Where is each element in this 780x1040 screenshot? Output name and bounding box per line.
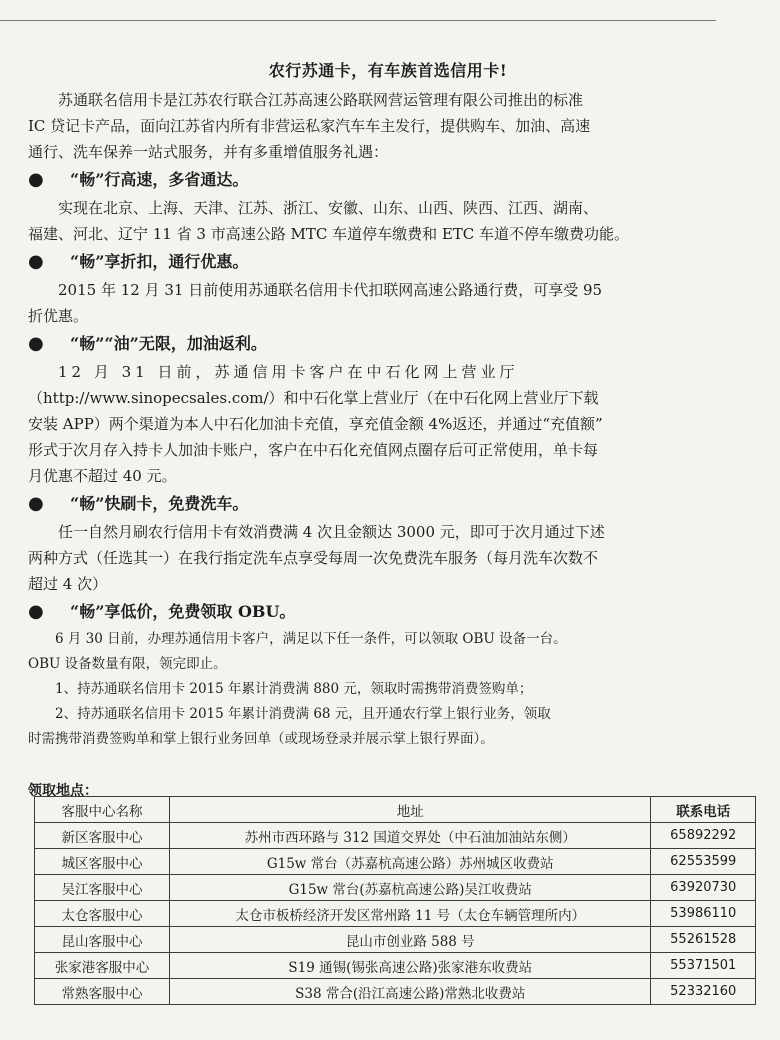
center-name: 新区客服中心: [35, 823, 170, 849]
center-phone: 55261528: [651, 927, 756, 953]
table-row: [35, 823, 756, 849]
section-heading: ● “畅”快刷卡，免费洗车。: [28, 489, 728, 519]
section-line: 12 月 31 日前，苏通信用卡客户在中石化网上营业厅: [58, 363, 519, 381]
section-line: 1、持苏通联名信用卡 2015 年累计消费满 880 元，领取时需携带消费签购单；: [55, 681, 533, 697]
section-heading: ● “畅”“油”无限，加油返利。: [28, 329, 728, 359]
center-address: 太仓市板桥经济开发区常州路 11 号（太仓车辆管理所内）: [170, 901, 651, 927]
section-line: 月优惠不超过 40 元。: [28, 467, 177, 485]
header-phone: 联系电话: [651, 797, 756, 823]
intro-line: 苏通联名信用卡是江苏农行联合江苏高速公路联网营运管理有限公司推出的标准: [58, 91, 584, 109]
section-heading: ● “畅”享低价，免费领取 OBU。: [28, 597, 728, 627]
center-phone: 52332160: [651, 979, 756, 1005]
table-row: [35, 953, 756, 979]
center-address: S19 通锡(锡张高速公路)张家港东收费站: [170, 953, 651, 979]
document-title: 农行苏通卡，有车族首选信用卡!: [268, 61, 508, 80]
section-line: 2015 年 12 月 31 日前使用苏通联名信用卡代扣联网高速公路通行费，可享受 95: [58, 281, 603, 299]
center-phone: 65892292: [651, 823, 756, 849]
bullet-icon: ●: [28, 493, 44, 514]
center-address: G15w 常台(苏嘉杭高速公路)吴江收费站: [170, 875, 651, 901]
document-page: [28, 58, 728, 808]
table-header-row: [35, 797, 756, 823]
service-centers-table: [34, 796, 756, 1005]
locations-title: 领取地点：: [28, 783, 98, 799]
bullet-icon: ●: [28, 251, 44, 272]
top-rule: [0, 20, 716, 21]
bullet-icon: ●: [28, 333, 44, 354]
center-address: G15w 常台（苏嘉杭高速公路）苏州城区收费站: [170, 849, 651, 875]
table-row: [35, 849, 756, 875]
table-row: [35, 875, 756, 901]
section-line: 福建、河北、辽宁 11 省 3 市高速公路 MTC 车道停车缴费和 ETC 车道不停车缴费功能。: [28, 225, 630, 243]
section-line: （http://www.sinopecsales.com/）和中石化掌上营业厅（在中石化网上营业厅下载: [28, 389, 599, 407]
section-line: 安装 APP）两个渠道为本人中石化加油卡充值，享充值金额 4%返还，并通过“充值额”: [28, 415, 603, 433]
center-phone: 63920730: [651, 875, 756, 901]
section-line: 任一自然月刷农行信用卡有效消费满 4 次且金额达 3000 元，即可于次月通过下述: [58, 523, 605, 541]
section-line: 实现在北京、上海、天津、江苏、浙江、安徽、山东、山西、陕西、江西、湖南、: [58, 199, 599, 217]
table-row: [35, 979, 756, 1005]
center-phone: 55371501: [651, 953, 756, 979]
center-name: 城区客服中心: [35, 849, 170, 875]
center-address: 苏州市西环路与 312 国道交界处（中石油加油站东侧）: [170, 823, 651, 849]
section-line: 两种方式（任选其一）在我行指定洗车点享受每周一次免费洗车服务（每月洗车次数不: [28, 549, 599, 567]
header-name: 客服中心名称: [35, 797, 170, 823]
section-line: 6 月 30 日前，办理苏通信用卡客户，满足以下任一条件，可以领取 OBU 设备一台。: [55, 631, 567, 647]
section-line: 2、持苏通联名信用卡 2015 年累计消费满 68 元，且开通农行掌上银行业务，领取: [55, 706, 551, 722]
section-line: 形式于次月存入持卡人加油卡账户，客户在中石化充值网点圈存后可正常使用，单卡每: [28, 441, 599, 459]
section-heading: ● “畅”享折扣，通行优惠。: [28, 247, 728, 277]
center-name: 常熟客服中心: [35, 979, 170, 1005]
bullet-icon: ●: [28, 169, 44, 190]
center-address: 昆山市创业路 588 号: [170, 927, 651, 953]
center-name: 昆山客服中心: [35, 927, 170, 953]
intro-line: 通行、洗车保养一站式服务，并有多重增值服务礼遇：: [28, 143, 389, 161]
intro-line: IC 贷记卡产品，面向江苏省内所有非营运私家汽车车主发行，提供购车、加油、高速: [28, 117, 591, 135]
section-line: 时需携带消费签购单和掌上银行业务回单（或现场登录并展示掌上银行界面）。: [28, 731, 494, 747]
center-phone: 62553599: [651, 849, 756, 875]
section-heading: ● “畅”行高速，多省通达。: [28, 165, 728, 195]
table-row: [35, 927, 756, 953]
header-address: 地址: [170, 797, 651, 823]
bullet-icon: ●: [28, 601, 44, 622]
section-line: 折优惠。: [28, 307, 89, 325]
center-address: S38 常合(沿江高速公路)常熟北收费站: [170, 979, 651, 1005]
section-line: OBU 设备数量有限，领完即止。: [28, 656, 227, 672]
table-row: [35, 901, 756, 927]
center-name: 张家港客服中心: [35, 953, 170, 979]
center-name: 太仓客服中心: [35, 901, 170, 927]
center-phone: 53986110: [651, 901, 756, 927]
center-name: 吴江客服中心: [35, 875, 170, 901]
section-line: 超过 4 次）: [28, 575, 108, 593]
